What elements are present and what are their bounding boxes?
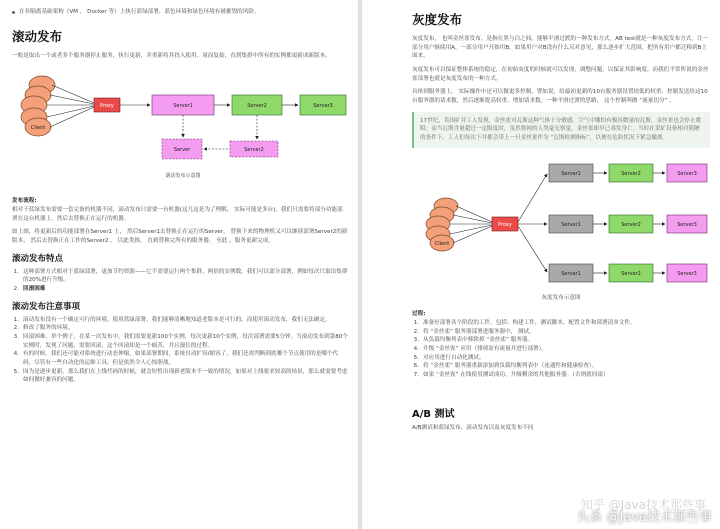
server3-label: Server3 (677, 221, 697, 228)
ab-intro: A/B测试和蓝绿发布、滚动发布以及灰度发布不同 (412, 425, 534, 432)
features-title: 滚动发布特点 (12, 253, 64, 264)
server2b-label: Server2 (244, 147, 264, 154)
server2-label: Server2 (621, 270, 641, 277)
gray-title: 灰度发布 (412, 12, 463, 27)
server1-label: Server1 (561, 170, 581, 177)
rolling-caption: 滚动发布示意图 (165, 173, 201, 180)
list-item: 4. 升级 “金丝雀” 应用（排掉原有流量并进行部署）。 (413, 345, 548, 352)
list-item: 2. 修改了服务的环境。 (13, 325, 74, 332)
client-label: Client (434, 240, 450, 247)
list-item: 2. 将 “金丝雀” 服务器部署进服务器中， 测试。 (413, 328, 535, 335)
steps-list (412, 319, 710, 380)
canary-quote: 17世纪，英国矿井工人发现，金丝雀对瓦斯这种气体十分敏感。空气中哪怕有极其微量的瓦斯，金丝雀也会停止歌唱；而当瓦斯含量超过一定限度时，虽然鲁钝的人类毫无察觉，金丝雀却早已毒发身亡。当时在采矿设备相对简陋的条件下，工人们每次下井都会带上一只金丝雀作为 “瓦斯检测指标”，以便在危险状况下紧急撤离。 (412, 112, 710, 148)
ab-title: A/B 测试 (412, 409, 455, 421)
rolling-diagram (12, 65, 348, 191)
top-bullet: 在非隔离基础架构（VM 、 Docker 等）上执行蓝绿部署，蓝色环境和绿色环境有被摧毁的风险。 (12, 8, 348, 17)
bullet-dot-icon (12, 11, 15, 14)
list-item: 7. 如果 “金丝雀” 在线使用测试成功，升级剩余的其他服务器。（否则就回滚） (413, 371, 609, 378)
zhihu-watermark: 知乎 @Java技术那些事 (580, 498, 706, 512)
list-item: 5. 因为是逐步更新，那么我们在上线代码的时候，就会短暂出现新老版本不一致的情况，如果对上线要求较高的场景，那么就需要考虑如何做好兼容的问题。 (13, 368, 348, 384)
gray-p2: 灰度发布可以保证整体系统的稳定，在初始灰度的时候就可以发现、调整问题，以保证其影响度。而我们平常所说的金丝雀部署也就是灰度发布的一种方式。 (412, 66, 709, 82)
client-group (21, 76, 55, 136)
toutiao-watermark: 头条 @Java技术那些事 (576, 510, 712, 525)
server1-label: Server1 (173, 103, 193, 110)
list-item: 3. 从负载均衡列表中移除掉 “金丝雀” 服务器。 (413, 337, 534, 344)
server1-label: Server1 (561, 221, 581, 228)
server3-label: Server3 (313, 103, 333, 110)
list-item: 5. 对应用进行自动化测试。 (413, 354, 485, 361)
list-item: 3. 回滚困难。举个例子，在某一次发布中，我们需要更新100个实例，每次更新10个实例，每次部署需要5分钟。当滚动发布到第80个实例时，发现了问题，需要回滚，这个回滚却是一个痛苦，并且漫长的过程。 (13, 333, 348, 349)
gray-caption: 灰度发布示意图 (541, 294, 581, 301)
process-label: 过程: (412, 311, 426, 318)
gray-p1: 灰度发布， 也叫金丝雀发布。是指在黑与白之间，能够平滑过渡的一种发布方式。AB test就是一种灰度发布方式，让一部分用户继续用A，一部分用户开始用B，如果用户对B没有什么反对意见，那么逐步扩大范围，把所有用户都迁移到B上面来。 (412, 36, 709, 60)
gray-p3: 具体到服务器上， 实际操作中还可以做更多控制，譬如说，给最初更新的10台服务器设置较低的权重、控制发送给这10台服务器的请求数，然后逐渐提高权重、增加请求数。一种平滑过渡的思路， 这个控制叫做 “流量切分” 。 (412, 89, 708, 104)
server2-label: Server2 (621, 170, 641, 177)
list-item: 1. 准备好部署各个阶段的工件，包括：构建工件，测试脚本，配置文件和部署清单文件。 (413, 319, 636, 326)
server3-label: Server3 (677, 170, 697, 177)
flow-p2: 如上图，将更新后的功能部署在Server1 上， 然后Server1去替换正在运行的Server， 替换下来的物理机又可以继续部署Server2的新版本， 然后去替换正在工作的Server2 ， 以此类推， 直到替换完所有的服务器， 至此 ，服务更新完成。 (12, 229, 348, 244)
flow-p1: 相对于蓝绿发布需要一套完备的机器不同，滚动发布只需要一台机器(这儿这是为了理解， 实际可能是多台)，我们只需要将部分功能部署在这台机器上，然后去替换正在运行的机器。 (12, 206, 343, 222)
left-page (0, 0, 358, 529)
server1-label: Server1 (561, 270, 581, 277)
proxy-label: Proxy (100, 103, 114, 110)
proxy-label: Proxy (498, 221, 512, 228)
rolling-intro: 一般是取出一个或者多个服务器停止服务，执行更新，并重新将其投入使用。周而复始，直到集群中所有的实例都更新成新版本。 (12, 52, 331, 59)
gray-diagram (412, 152, 710, 292)
list-item: 1. 滚动发布没有一个确定可行的环境。使用蓝绿部署，我们能够清晰地知道老版本是可行的，而使用滚动发布，我们无法确定。 (13, 316, 331, 323)
server3-label: Server3 (677, 270, 697, 277)
right-page (362, 0, 720, 529)
list-item: 1. 这种部署方式相对于蓝绿部署，更加节约资源——它不需要运行两个集群、两倍的实例数。我们可以部分部署，例如每次只取出集群的20%进行升级。 (13, 268, 348, 284)
features-list (12, 268, 348, 294)
list-item: 2. 回滚困难 (13, 285, 46, 292)
server-label: Server (173, 147, 191, 154)
server2-label: Server2 (621, 221, 641, 228)
list-item: 6. 将 “金丝雀” 服务器重新添加到负载均衡列表中（连通性和健康检查）。 (413, 363, 598, 370)
flow-label: 发布流程: (12, 198, 37, 205)
client-label: Client (30, 125, 46, 132)
server2-label: Server2 (247, 103, 267, 110)
list-item: 4. 有的时候，我们还可能对系统进行动态伸缩，如果部署期间，系统自动扩容/缩容了，我们还需判断到底哪个节点使用的是哪个代码。尽管有一些自动化的运维工具，但是依然令人心惊胆战。 (13, 351, 339, 366)
rolling-title: 滚动发布 (12, 28, 63, 44)
notes-title: 滚动发布注意事项 (12, 301, 81, 312)
notes-list (12, 316, 348, 385)
